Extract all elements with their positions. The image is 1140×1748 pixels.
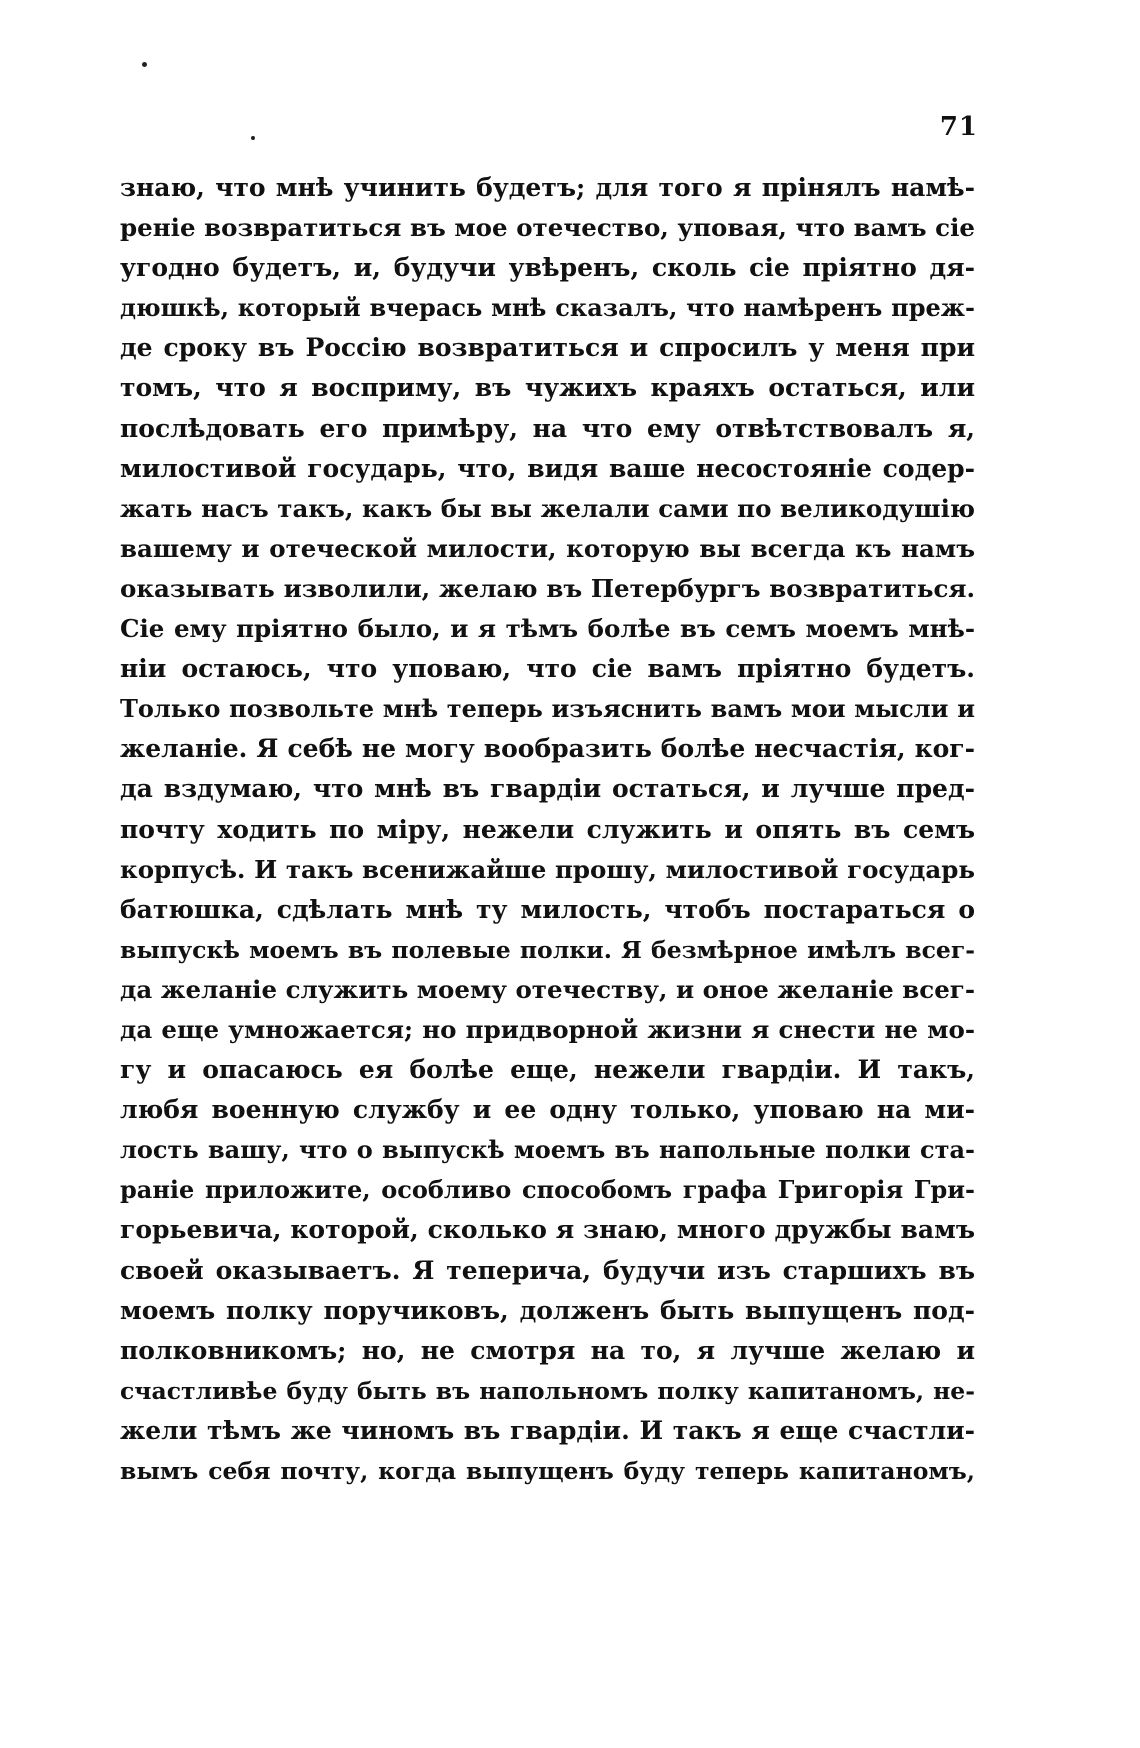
- text-line: Сiе ему прiятно было, и я тѣмъ болѣе въ семъ моемъ мнѣ-: [120, 614, 975, 644]
- text-line: любя военную службу и ее одну только, уповаю на ми-: [120, 1095, 975, 1125]
- text-line: вашему и отеческой милости, которую вы всегда къ намъ: [120, 533, 975, 563]
- ink-speck: [142, 62, 147, 67]
- text-line: послѣдовать его примѣру, на что ему отвѣтствовалъ я,: [120, 413, 975, 443]
- text-line: полковникомъ; но, не смотря на то, я лучше желаю и: [120, 1335, 975, 1365]
- text-line: своей оказываетъ. Я теперича, будучи изъ старшихъ въ: [120, 1255, 975, 1285]
- text-line: желанiе. Я себѣ не могу вообразить болѣе несчастiя, ког-: [120, 734, 975, 764]
- text-line: моемъ полку поручиковъ, долженъ быть выпущенъ под-: [120, 1295, 975, 1325]
- body-text: [120, 168, 975, 1491]
- page-number: 71: [939, 112, 978, 142]
- text-line: дюшкѣ, который вчерась мнѣ сказалъ, что намѣренъ преж-: [120, 293, 975, 323]
- text-line: Только позвольте мнѣ теперь изъяснить вамъ мои мысли и: [120, 694, 975, 724]
- text-line: жели тѣмъ же чиномъ въ гвардiи. И такъ я еще счастли-: [120, 1415, 975, 1445]
- text-line: вымъ себя почту, когда выпущенъ буду теперь капитаномъ,: [120, 1457, 975, 1485]
- text-line: томъ, что я восприму, въ чужихъ краяхъ остаться, или: [120, 373, 975, 403]
- text-line: угодно будетъ, и, будучи увѣренъ, сколь сiе прiятно дя-: [120, 253, 975, 283]
- text-line: горьевича, которой, сколько я знаю, много дружбы вамъ: [120, 1215, 975, 1245]
- text-line: жать насъ такъ, какъ бы вы желали сами по великодушiю: [120, 493, 975, 523]
- text-line: да вздумаю, что мнѣ въ гвардiи остаться, и лучше пред-: [120, 774, 975, 804]
- text-line: де сроку въ Россiю возвратиться и спросилъ у меня при: [120, 333, 975, 363]
- text-line: гу и опасаюсь ея болѣе еще, нежели гвардiи. И такъ,: [120, 1055, 975, 1085]
- text-line: выпускѣ моемъ въ полевые полки. Я безмѣрное имѣлъ всег-: [120, 935, 975, 964]
- text-line: счастливѣе буду быть въ напольномъ полку капитаномъ, не-: [120, 1376, 975, 1405]
- text-line: ранiе приложите, особливо способомъ графа Григорiя Гри-: [120, 1175, 975, 1205]
- text-line: почту ходить по мiру, нежели служить и опять въ семъ: [120, 814, 975, 844]
- text-line: батюшка, сдѣлать мнѣ ту милость, чтобъ постараться о: [120, 894, 975, 924]
- text-line: милостивой государь, что, видя ваше несостоянiе содер-: [120, 453, 975, 483]
- text-line: да желанiе служить моему отечеству, и оное желанiе всег-: [120, 974, 975, 1004]
- text-line: знаю, что мнѣ учинить будетъ; для того я прiнялъ намѣ-: [120, 173, 975, 202]
- text-line: лость вашу, что о выпускѣ моемъ въ напольные полки ста-: [120, 1135, 975, 1165]
- ink-speck: [251, 136, 255, 140]
- text-line: да еще умножается; но придворной жизни я снести не мо-: [120, 1014, 975, 1044]
- text-line: корпусѣ. И такъ всенижайше прошу, милостивой государь: [120, 854, 975, 884]
- text-line: оказывать изволили, желаю въ Петербургъ возвратиться.: [120, 573, 975, 603]
- text-line: нiи остаюсь, что уповаю, что сiе вамъ прiятно будетъ.: [120, 654, 975, 684]
- text-line: ренiе возвратиться въ мое отечество, уповая, что вамъ сiе: [120, 213, 975, 243]
